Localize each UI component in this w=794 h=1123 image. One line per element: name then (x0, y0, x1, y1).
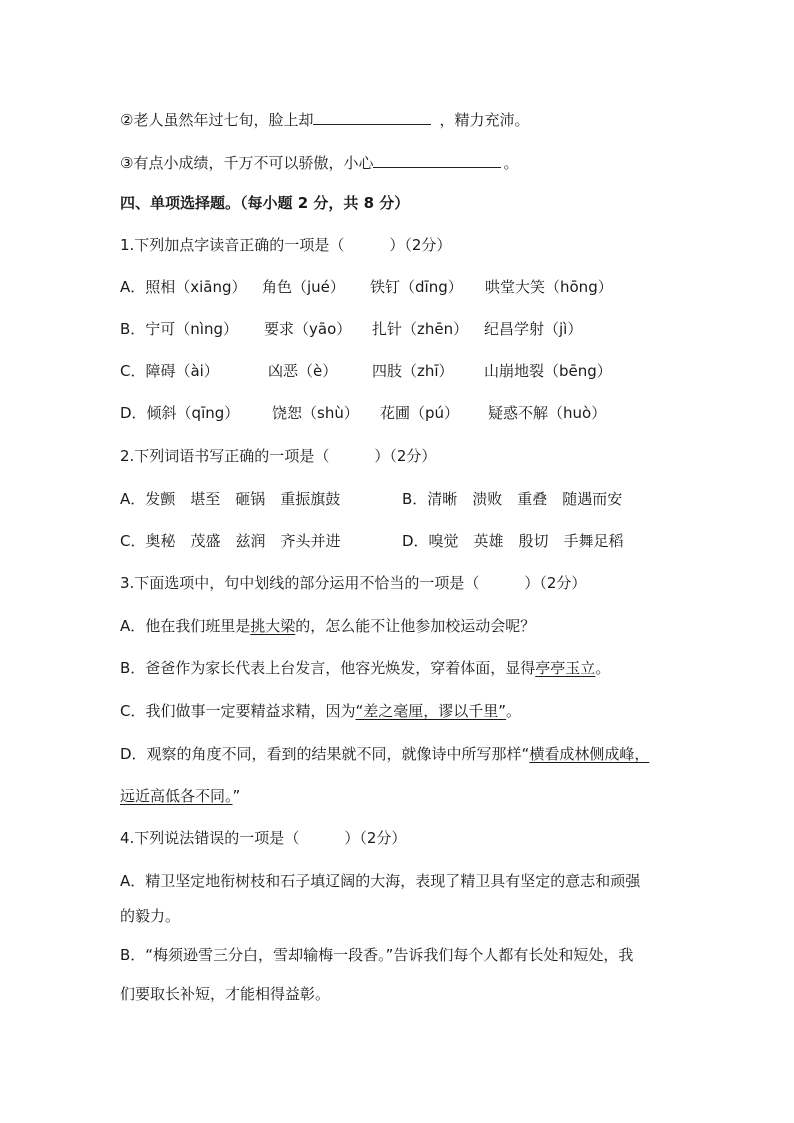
q1-b-item-4: 纪昌学射（jì） (484, 320, 583, 338)
q3-d-text: D．观察的角度不同，看到的结果就不同，就像诗中所写那样“ (120, 745, 530, 763)
q1-d-item-1: D．倾斜（qīng） (120, 404, 240, 422)
q3-option-d[interactable] (120, 744, 649, 764)
q3-b-underlined: 亭亭玉立 (535, 659, 596, 677)
q1-c-item-4: 山崩地裂（bēng） (484, 362, 612, 380)
q3-b-text-end: 。 (595, 659, 611, 677)
q4-stem: 4.下列说法错误的一项是（ ）（2分） (120, 829, 407, 847)
q3-a-text-end: 的，怎么能不让他参加校运动会呢？ (295, 617, 536, 635)
q3-d-underlined-2: 远近高低各不同。 (120, 787, 233, 805)
q1-b-item-1: B．宁可（nìng） (120, 320, 238, 338)
q3-c-underlined: “差之毫厘，谬以千里” (355, 702, 507, 720)
q1-c-item-1: C．障碍（ài） (120, 362, 219, 380)
q4-option-b-cont: 们要取长补短，才能相得益彰。 (120, 985, 331, 1003)
q2-option-c[interactable]: C．奥秘 茂盛 兹润 齐头并进 (120, 532, 341, 550)
q1-b-item-3: 扎针（zhēn） (372, 320, 469, 338)
q3-option-c[interactable] (120, 701, 521, 721)
q3-c-text: C．我们做事一定要精益求精，因为 (120, 702, 356, 720)
q4-option-a[interactable]: A．精卫坚定地衔树枝和石子填辽阔的大海，表现了精卫具有坚定的意志和顽强 (120, 872, 641, 890)
q4-option-a-cont: 的毅力。 (120, 907, 181, 925)
q1-a-item-3: 铁钉（dīng） (370, 278, 463, 296)
q2-option-d[interactable]: D．嗅觉 英雄 殷切 手舞足稻 (402, 532, 624, 550)
q3-d-underlined-1: 横看成林侧成峰， (529, 745, 650, 763)
q2-option-a[interactable]: A．发颤 堪至 砸锅 重振旗鼓 (120, 490, 341, 508)
q3-a-underlined: 挑大梁 (250, 617, 296, 635)
fill-q2-blank[interactable] (313, 108, 431, 125)
q1-c-item-3: 四肢（zhī） (372, 362, 454, 380)
fill-q2-before: ②老人虽然年过七旬，脸上却 (120, 111, 314, 129)
q3-a-text: A．他在我们班里是 (120, 617, 251, 635)
q1-d-item-3: 花圃（pú） (380, 404, 460, 422)
q2-option-b[interactable]: B．清晰 溃败 重叠 随遇而安 (402, 490, 623, 508)
q3-option-a[interactable] (120, 616, 535, 636)
q1-d-item-2: 饶恕（shù） (272, 404, 359, 422)
fill-q2-after: ，精力充沛。 (439, 111, 530, 129)
q3-d-text-end: ” (232, 787, 241, 805)
fill-q3-blank[interactable] (373, 151, 501, 168)
fill-q3-before: ③有点小成绩，千万不可以骄傲，小心 (120, 154, 374, 172)
q1-a-item-2: 角色（jué） (262, 278, 345, 296)
fill-q2 (120, 108, 529, 130)
q3-stem: 3.下面选项中，句中划线的部分运用不恰当的一项是（ ）（2分） (120, 574, 587, 592)
q3-c-text-end: 。 (506, 702, 522, 720)
q1-a-item-1: A．照相（xiāng） (120, 278, 247, 296)
fill-q3-after: 。 (503, 154, 519, 172)
section4-heading: 四、单项选择题。（每小题 2 分，共 8 分） (120, 194, 410, 212)
q1-c-item-2: 凶恶（è） (268, 362, 338, 380)
q1-a-item-4: 哄堂大笑（hōng） (485, 278, 613, 296)
q3-option-b[interactable] (120, 658, 610, 678)
q3-option-d-cont (120, 786, 240, 806)
fill-q3 (120, 151, 518, 173)
q2-stem: 2.下列词语书写正确的一项是（ ）（2分） (120, 447, 437, 465)
q1-d-item-4: 疑惑不解（huò） (488, 404, 607, 422)
q3-b-text: B．爸爸作为家长代表上台发言，他容光焕发，穿着体面，显得 (120, 659, 536, 677)
q1-b-item-2: 要求（yāo） (264, 320, 352, 338)
q4-option-b[interactable]: B．“梅须逊雪三分白，雪却输梅一段香。”告诉我们每个人都有长处和短处，我 (120, 946, 634, 964)
q1-stem: 1.下列加点字读音正确的一项是（ ）（2分） (120, 236, 452, 254)
